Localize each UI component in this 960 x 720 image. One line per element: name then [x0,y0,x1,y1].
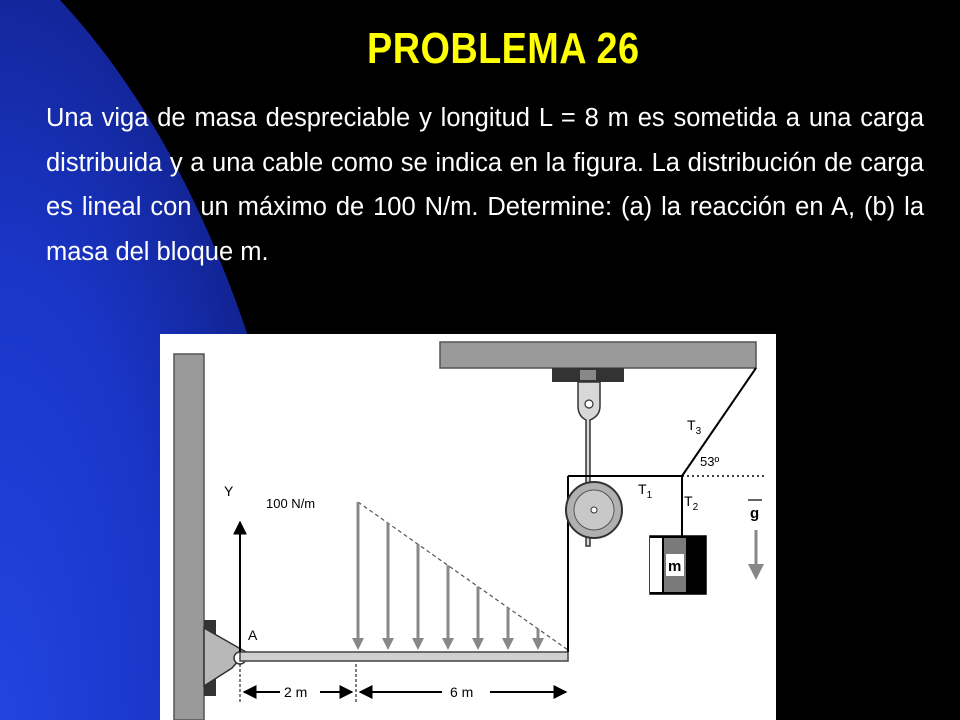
t2-label: $T_2$ [684,493,699,513]
gravity-label: g [750,505,760,522]
y-axis-label: Y [224,483,234,499]
figure-background [160,334,776,720]
dimension-2m-label: 2 m [284,684,308,700]
block-label: m [668,558,682,575]
beam-diagram [160,334,776,720]
beam [240,652,568,661]
t3-label: $T_3$ [687,417,702,437]
pulley [566,482,622,538]
point-a-label: A [248,627,258,643]
left-wall [174,354,204,720]
dimension-6m-label: 6 m [450,684,474,700]
block-m [650,536,706,594]
load-value-label: 100 N/m [266,496,316,511]
problem-statement: Una viga de masa despreciable y longitud L = 8 m es sometida a una carga distribuida y a una cable como se indica en la figura. La distribución de carga es lineal con un máximo de 100 N/m. Determine: (a) la reacción en A, (b) la masa del bloque m. [46,104,924,266]
t1-label: $T_1$ [638,481,653,501]
ceiling [440,342,756,368]
slide-title: PROBLEMA 26 [367,24,640,73]
angle-label: 53º [700,454,720,469]
